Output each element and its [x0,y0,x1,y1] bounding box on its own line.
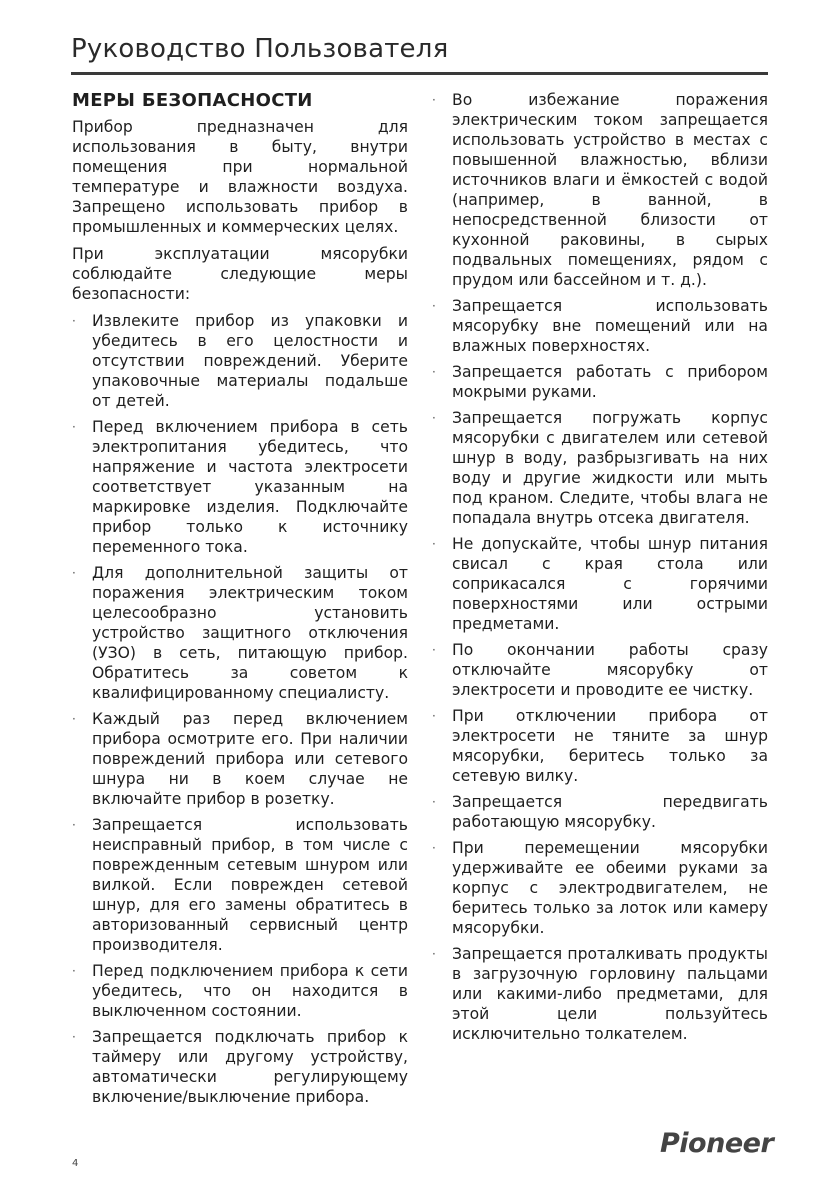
list-item [72,1027,408,1107]
bullet-dot-icon: · [432,411,436,425]
list-item [72,961,408,1021]
header-divider [71,72,768,75]
bullet-dot-icon: · [72,712,76,726]
list-item-text: Не допускайте, чтобы шнур питания свисал с края стола или соприкасался с горячими поверхностями или острыми предметами. [452,535,768,633]
list-item [432,706,768,786]
list-item-text: Запрещается подключать прибор к таймеру или другому устройству, автоматически регулирующему включение/выключение прибора. [92,1028,408,1106]
list-item-text: Запрещается использовать неисправный прибор, в том числе с поврежденным сетевым шнуром или вилкой. Если поврежден сетевой шнур, для его замены обратитесь в авторизованный сервисный центр производителя. [92,816,408,954]
safety-list-left [72,311,408,1107]
bullet-dot-icon: · [432,537,436,551]
list-item-text: Во избежание поражения электрическим током запрещается использовать устройство в местах с повышенной влажностью, вблизи источников влаги и ёмкостей с водой (например, в ванной, в непосредственной близости от кухонной раковины, в сырых подвальных помещениях, рядом с прудом или бассейном и т. д.). [452,91,768,289]
bullet-dot-icon: · [432,299,436,313]
list-item-text: Запрещается работать с прибором мокрыми руками. [452,363,768,401]
list-item-text: Запрещается погружать корпус мясорубки с двигателем или сетевой шнур в воду, разбрызгивать на них воду и другие жидкости или мыть под краном. Следите, чтобы влага не попадала внутрь отсека двигателя. [452,409,768,527]
list-item [72,563,408,703]
bullet-dot-icon: · [72,964,76,978]
list-item-text: Запрещается проталкивать продукты в загрузочную горловину пальцами или какими-либо предметами, для этой цели пользуйтесь исключительно толкателем. [452,945,768,1043]
bullet-dot-icon: · [432,795,436,809]
list-item-text: Для дополнительной защиты от поражения электрическим током целесообразно установить устройство защитного отключения (УЗО) в сеть, питающую прибор. Обратитесь за советом к квалифицированному специалисту. [92,564,408,702]
list-item-text: Каждый раз перед включением прибора осмотрите его. При наличии повреждений прибора или сетевого шнура ни в коем случае не включайте прибор в розетку. [92,710,408,808]
section-title: МЕРЫ БЕЗОПАСНОСТИ [72,90,313,111]
safety-list-right [432,90,768,1044]
list-item [432,362,768,402]
list-item [432,792,768,832]
list-item [432,296,768,356]
list-item [432,408,768,528]
list-item [72,311,408,411]
page-number: 4 [72,1158,79,1169]
list-item [72,417,408,557]
list-item-text: При отключении прибора от электросети не тяните за шнур мясорубки, беритесь только за сетевую вилку. [452,707,768,785]
list-item-text: Запрещается использовать мясорубку вне помещений или на влажных поверхностях. [452,297,768,355]
list-item-text: Извлеките прибор из упаковки и убедитесь в его целостности и отсутствии повреждений. Уберите упаковочные материалы подальше от детей. [92,312,408,410]
bullet-dot-icon: · [72,566,76,580]
list-item [72,709,408,809]
list-item-text: Запрещается передвигать работающую мясорубку. [452,793,768,831]
list-item [432,838,768,938]
bullet-dot-icon: · [432,841,436,855]
bullet-dot-icon: · [432,643,436,657]
list-item-text: Перед включением прибора в сеть электропитания убедитесь, что напряжение и частота электросети соответствует указанным на маркировке изделия. Подключайте прибор только к источнику переменного тока. [92,418,408,556]
list-item [72,815,408,955]
list-item-text: По окончании работы сразу отключайте мясорубку от электросети и проводите ее чистку. [452,641,768,699]
list-item [432,944,768,1044]
bullet-dot-icon: · [72,420,76,434]
page-title: Руководство Пользователя [71,34,449,64]
intro-paragraph: При эксплуатации мясорубки соблюдайте следующие меры безопасности: [72,245,408,303]
bullet-dot-icon: · [72,818,76,832]
right-column [432,90,768,1050]
list-item [432,640,768,700]
list-item-text: Перед подключением прибора к сети убедитесь, что он находится в выключенном состоянии. [92,962,408,1020]
brand-logo: Pioneer [660,1128,774,1159]
list-item-text: При перемещении мясорубки удерживайте ее обеими руками за корпус с электродвигателем, не беритесь только за лоток или камеру мясорубки. [452,839,768,937]
list-item [432,534,768,634]
intro-paragraph: Прибор предназначен для использования в быту, внутри помещения при нормальной температуре и влажности воздуха. Запрещено использовать прибор в промышленных и коммерческих целях. [72,118,408,236]
bullet-dot-icon: · [72,1030,76,1044]
left-column [72,90,408,1113]
bullet-dot-icon: · [432,93,436,107]
list-item [432,90,768,290]
bullet-dot-icon: · [432,709,436,723]
bullet-dot-icon: · [432,365,436,379]
bullet-dot-icon: · [432,947,436,961]
bullet-dot-icon: · [72,314,76,328]
